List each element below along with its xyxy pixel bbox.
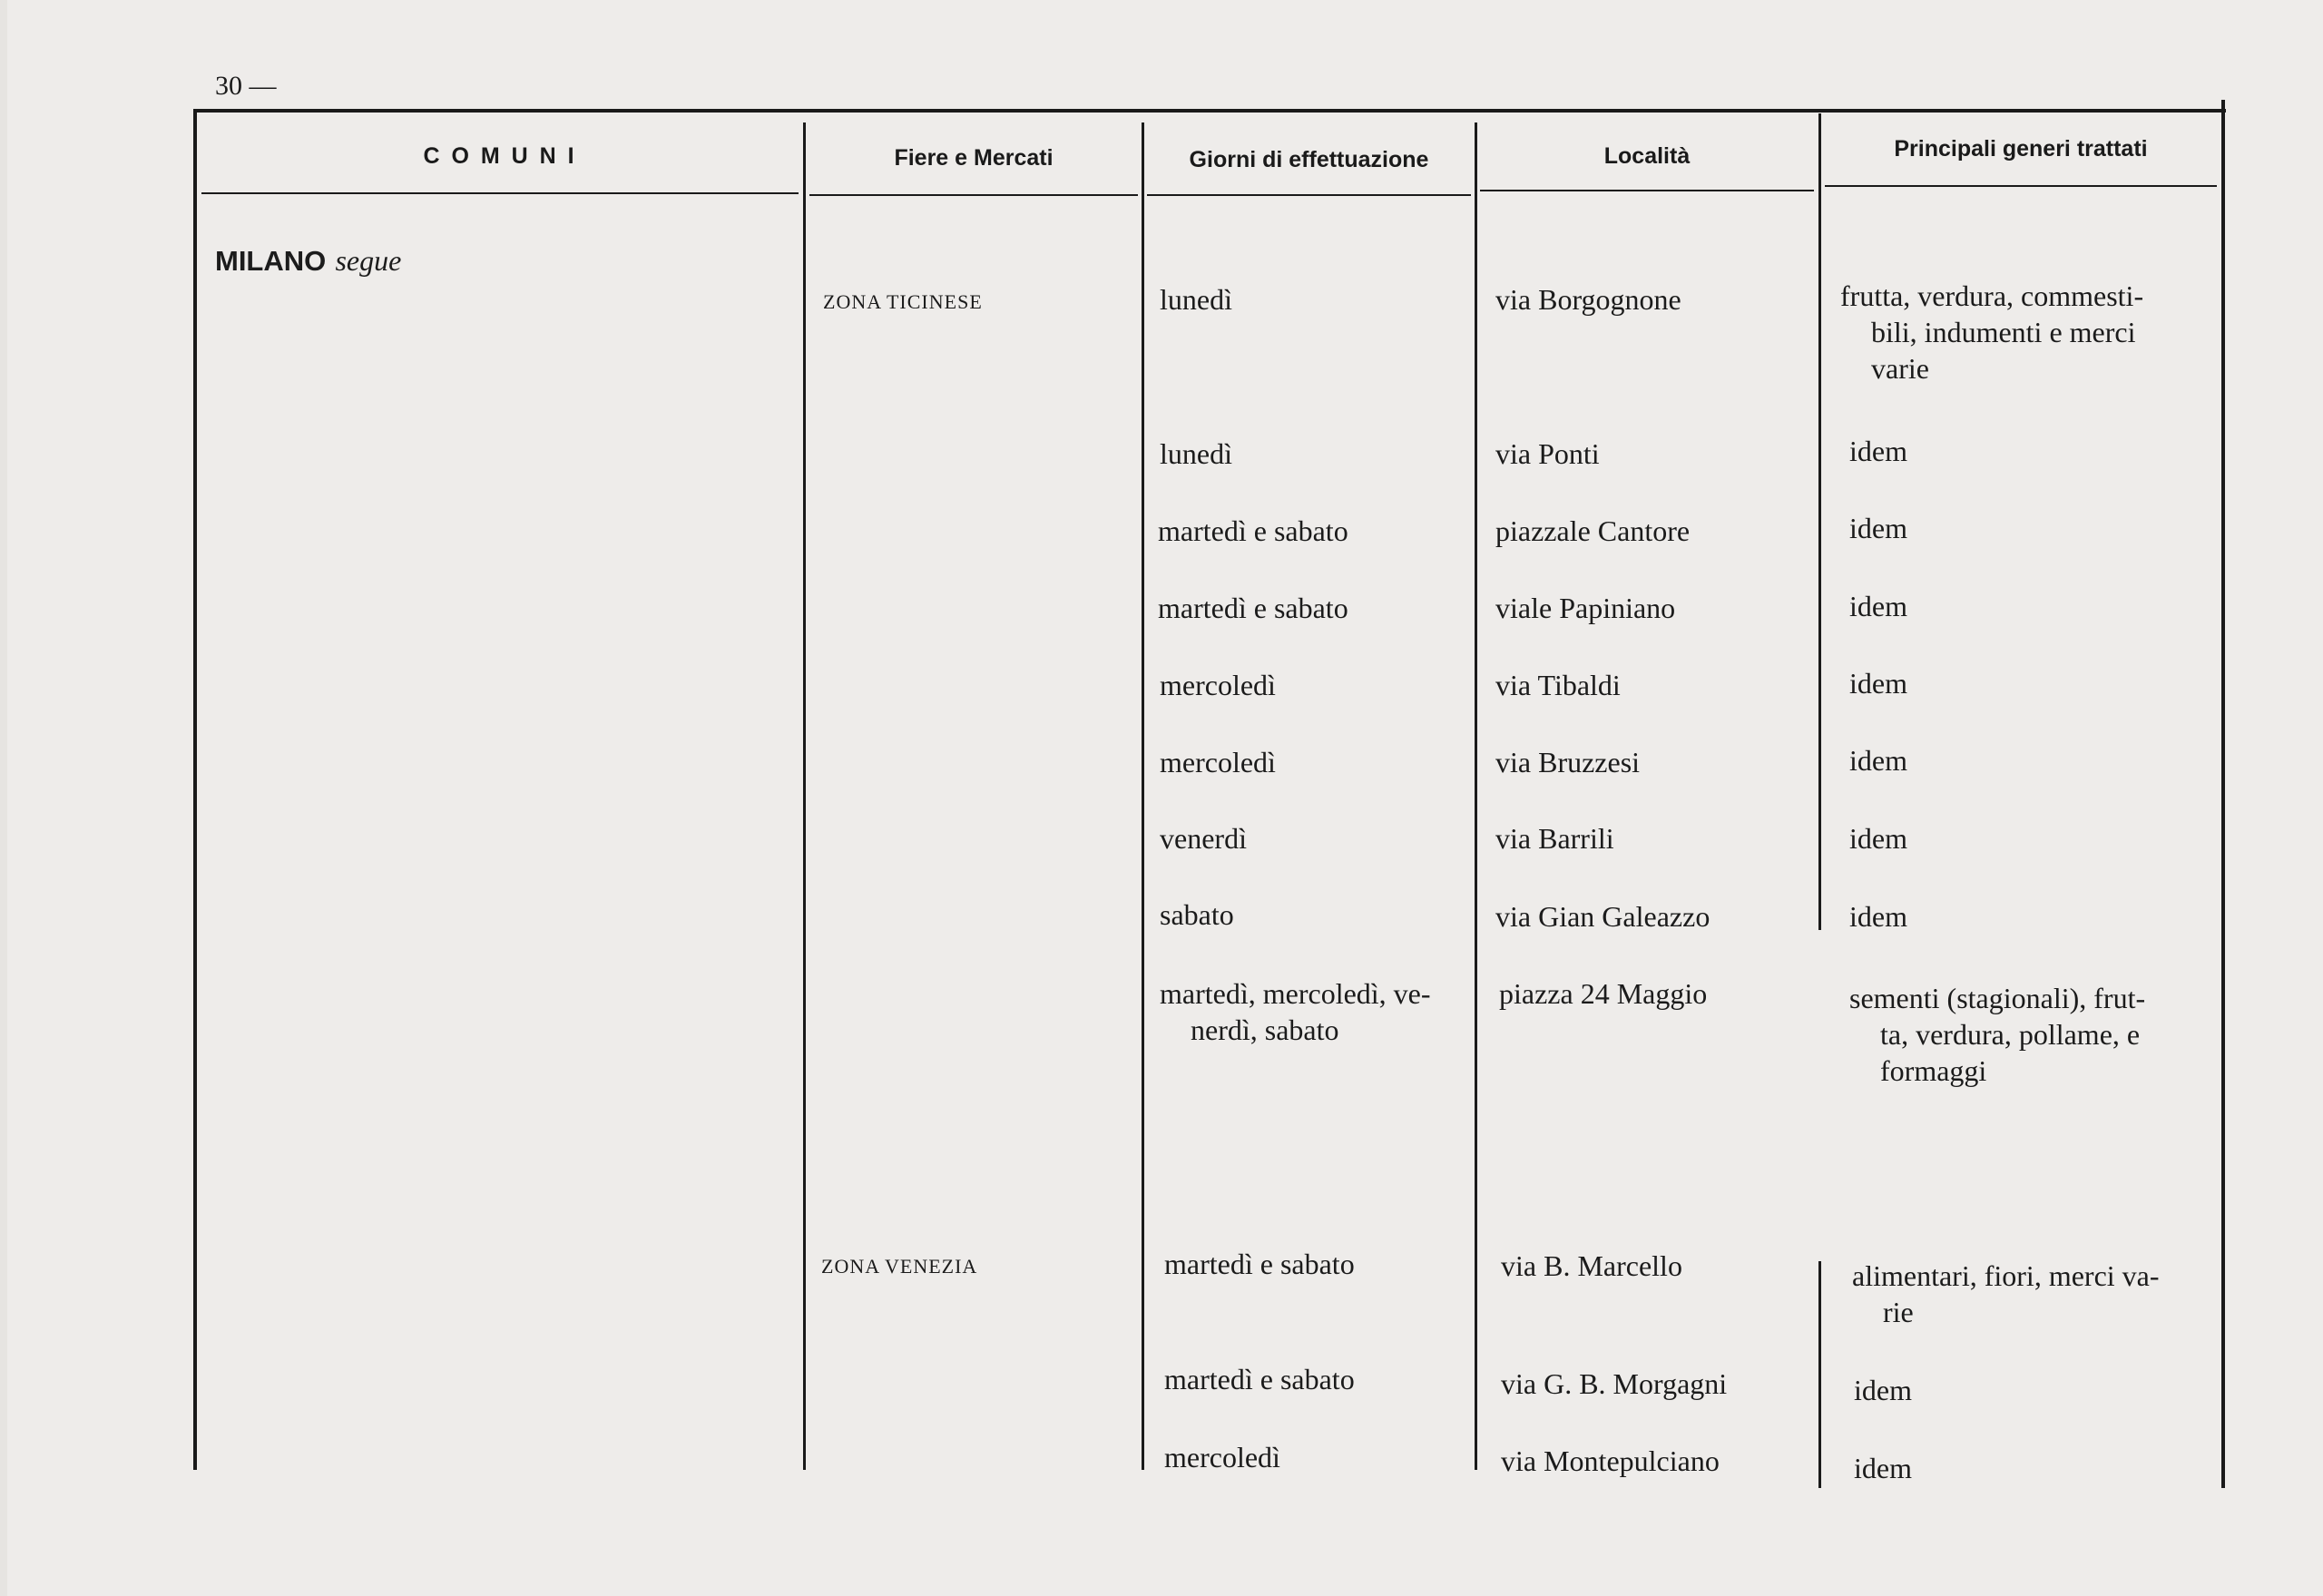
col-divider-3	[1475, 122, 1477, 1470]
localita-cell: via Montepulciano	[1501, 1444, 1720, 1477]
localita-cell: via B. Marcello	[1501, 1249, 1682, 1282]
generi-cell: idem	[1849, 667, 1907, 700]
header-fiere-mercati: Fiere e Mercati	[894, 145, 1054, 171]
giorni-cell: mercoledì	[1160, 669, 1276, 701]
left-border	[193, 109, 197, 1470]
generi-cell: idem	[1849, 900, 1907, 933]
giorni-cell: martedì e sabato	[1158, 592, 1348, 624]
col-divider-4	[1818, 113, 1821, 930]
header-underline-2	[809, 194, 1138, 196]
giorni-cell: lunedì	[1160, 283, 1232, 316]
header-underline-3	[1147, 194, 1471, 196]
localita-cell: via Gian Galeazzo	[1495, 900, 1710, 933]
giorni-cell: martedì e sabato	[1164, 1363, 1355, 1395]
generi-cell: idem	[1849, 590, 1907, 622]
generi-cell: idem	[1849, 744, 1907, 777]
generi-cell: idem	[1854, 1452, 1912, 1484]
table-row	[1160, 281, 1468, 318]
top-rule	[193, 109, 2226, 113]
localita-cell: via G. B. Morgagni	[1501, 1367, 1728, 1400]
col-divider-4b	[1818, 1261, 1821, 1488]
generi-cell: sementi (stagionali), frut- ta, verdura, pollame, e formaggi	[1849, 982, 2146, 1087]
localita-cell: via Barrili	[1495, 822, 1614, 855]
giorni-cell: martedì, mercoledì, ve- nerdì, sabato	[1160, 977, 1431, 1046]
col-divider-2	[1142, 122, 1144, 1470]
col-divider-1	[803, 122, 806, 1470]
localita-cell: viale Papiniano	[1495, 592, 1676, 624]
header-underline-4	[1480, 190, 1814, 191]
generi-cell: alimentari, fiori, merci va- rie	[1852, 1259, 2160, 1328]
header-generi: Principali generi trattati	[1894, 136, 2148, 162]
generi-cell: idem	[1854, 1374, 1912, 1406]
localita-cell: via Tibaldi	[1495, 669, 1621, 701]
zone-label: ZONA VENEZIA	[821, 1255, 978, 1278]
giorni-cell: venerdì	[1160, 822, 1247, 855]
localita-cell: via Ponti	[1495, 437, 1600, 470]
generi-cell: frutta, verdura, commesti- bili, indumenti e merci varie	[1840, 279, 2144, 385]
localita-cell: piazza 24 Maggio	[1499, 977, 1708, 1010]
giorni-cell: mercoledì	[1164, 1441, 1280, 1474]
header-localita: Località	[1603, 143, 1691, 169]
comune-name: MILANO	[215, 245, 327, 277]
zone-label: ZONA TICINESE	[823, 290, 983, 313]
generi-cell: idem	[1849, 512, 1907, 544]
generi-cell: idem	[1849, 435, 1907, 467]
generi-cell: idem	[1849, 822, 1907, 855]
giorni-cell: martedì e sabato	[1158, 514, 1348, 547]
giorni-cell: lunedì	[1160, 437, 1232, 470]
localita-cell: via Bruzzesi	[1495, 746, 1641, 778]
header-underline-5	[1825, 185, 2217, 187]
giorni-cell: sabato	[1160, 898, 1234, 931]
header-comuni: C O M U N I	[423, 143, 577, 169]
comune-note: segue	[335, 244, 402, 277]
comune-label	[215, 243, 401, 278]
document-page	[7, 0, 2323, 1596]
page-number: 30 —	[215, 71, 277, 101]
giorni-cell: martedì e sabato	[1164, 1248, 1355, 1280]
giorni-cell: mercoledì	[1160, 746, 1276, 778]
localita-cell: piazzale Cantore	[1495, 514, 1691, 547]
localita-cell: via Borgognone	[1495, 283, 1681, 316]
header-underline-1	[201, 192, 799, 194]
header-giorni: Giorni di effettuazione	[1189, 147, 1429, 172]
table-frame	[7, 0, 2323, 1596]
